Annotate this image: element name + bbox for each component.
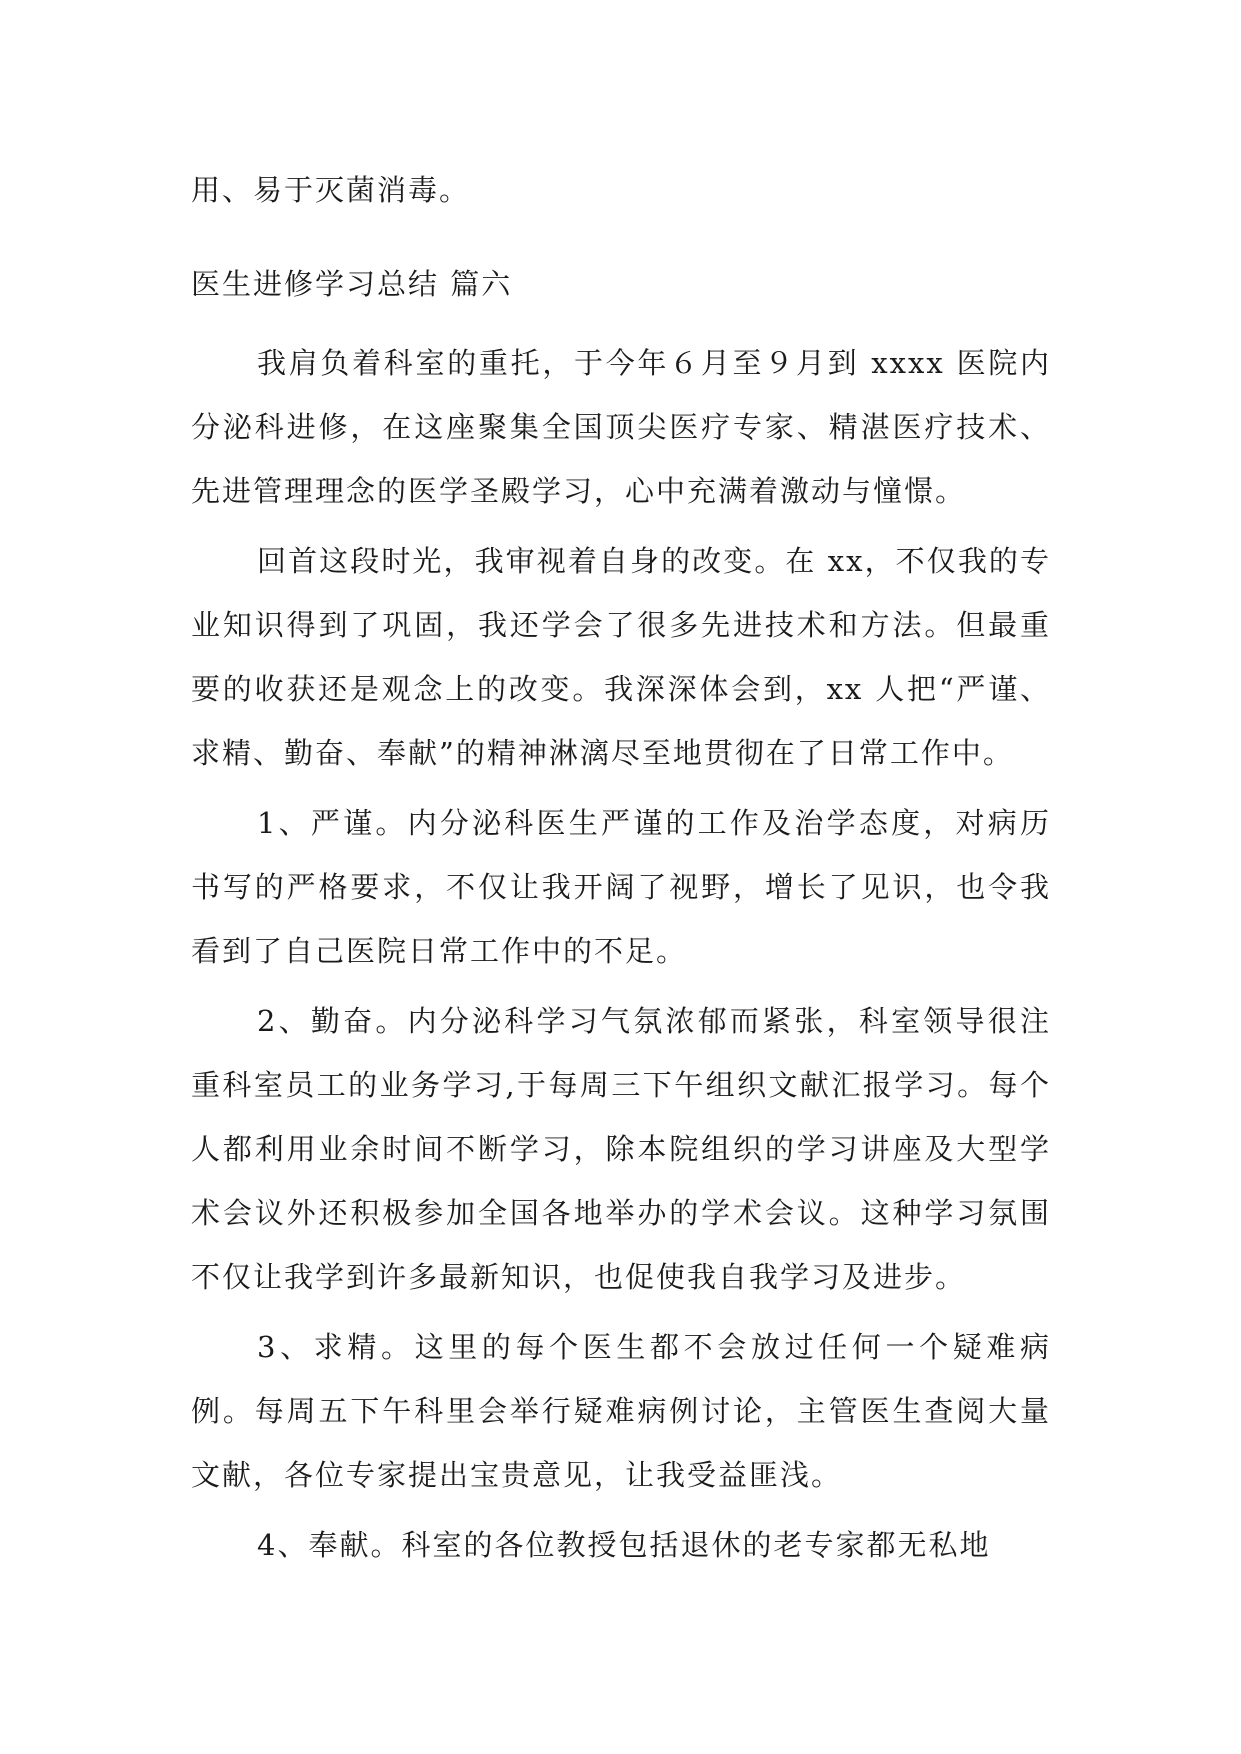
paragraph-dedication: 4、奉献。科室的各位教授包括退休的老专家都无私地 bbox=[257, 1528, 991, 1562]
paragraph-diligence: 2、勤奋。内分泌科学习气氛浓郁而紧张，科室领导很注重科室员工的业务学习,于每周三下午组织文献汇报学习。每个人都利用业余时间不断学习，除本院组织的学习讲座及大型学术会议外还积极参加全国各地举办的学术会议。这种学习氛围不仅让我学到许多最新知识，也促使我自我学习及进步。 bbox=[191, 1004, 1051, 1294]
paragraph-rigor: 1、严谨。内分泌科医生严谨的工作及治学态度，对病历书写的严格要求，不仅让我开阔了视野，增长了见识，也令我看到了自己医院日常工作中的不足。 bbox=[191, 806, 1051, 968]
continuation-text: 用、易于灭菌消毒。 bbox=[191, 173, 471, 207]
body-text bbox=[191, 331, 1051, 1583]
paragraph-intro: 我肩负着科室的重托，于今年６月至９月到 xxxx 医院内分泌科进修，在这座聚集全国顶尖医疗专家、精湛医疗技术、先进管理理念的医学圣殿学习，心中充满着激动与憧憬。 bbox=[191, 346, 1051, 508]
paragraph-excellence: 3、求精。这里的每个医生都不会放过任何一个疑难病例。每周五下午科里会举行疑难病例讨论，主管医生查阅大量文献，各位专家提出宝贵意见，让我受益匪浅。 bbox=[191, 1330, 1051, 1492]
paragraph-reflection: 回首这段时光，我审视着自身的改变。在 xx，不仅我的专业知识得到了巩固，我还学会了很多先进技术和方法。但最重要的收获还是观念上的改变。我深深体会到，xx 人把“严谨、求精、勤奋、奉献”的精神淋漓尽至地贯彻在了日常工作中。 bbox=[191, 544, 1051, 770]
section-heading: 医生进修学习总结 篇六 bbox=[191, 267, 513, 301]
